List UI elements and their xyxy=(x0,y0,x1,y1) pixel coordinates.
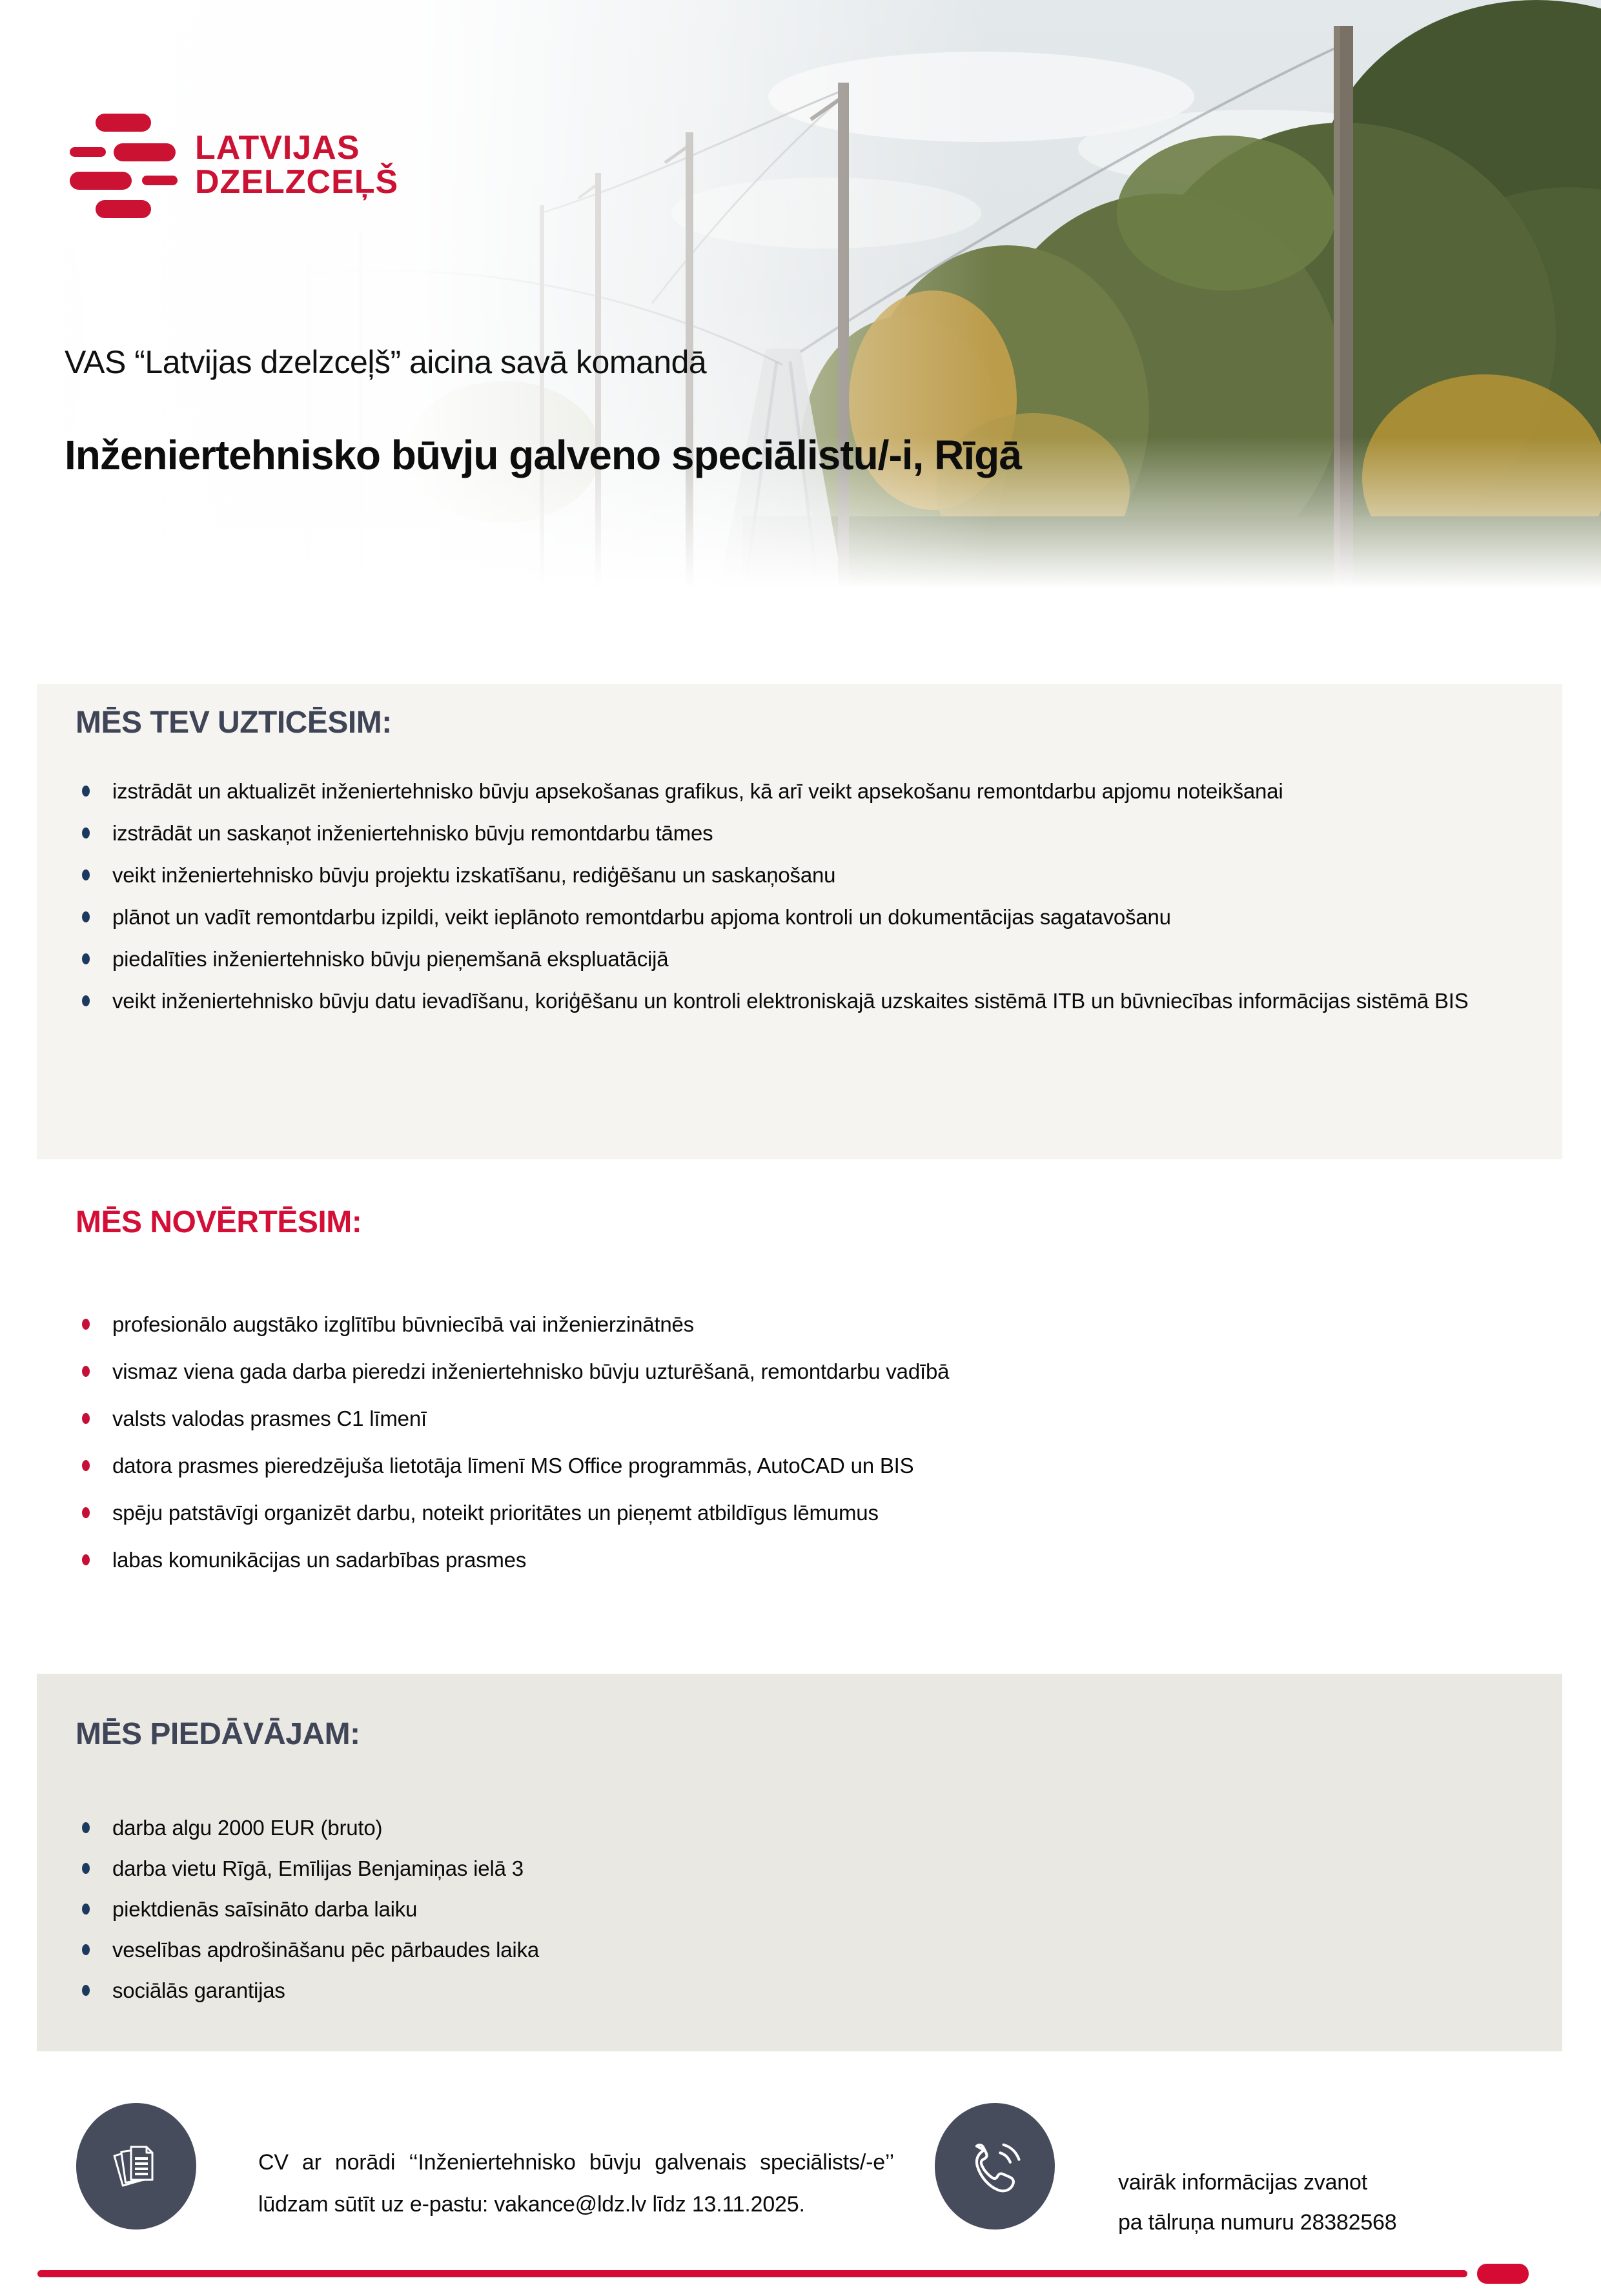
section-heading: MĒS PIEDĀVĀJAM: xyxy=(76,1717,360,1751)
section-piedavajam xyxy=(37,1674,1562,2051)
cv-instructions: CV ar norādi ‘‘Inženiertehnisko būvju galvenais speciālists/-e’’ lūdzam sūtīt uz e-pastu: vakance@ldz.lv līdz 13.11.2025. xyxy=(258,2150,894,2217)
phone-info-line1: vairāk informācijas zvanot xyxy=(1118,2170,1367,2195)
list-item: piektdienās saīsināto darba laiku xyxy=(76,1889,1493,1929)
logo-wordmark xyxy=(195,131,398,218)
list-item: plānot un vadīt remontdarbu izpildi, veikt ieplānoto remontdarbu apjoma kontroli un dokumentācijas sagatavošanu xyxy=(76,896,1493,938)
list-item: veikt inženiertehnisko būvju projektu izskatīšanu, rediģēšanu un saskaņošanu xyxy=(76,854,1493,896)
phone-info xyxy=(1118,2162,1396,2242)
bullet-list xyxy=(76,1301,1493,1583)
phone-icon xyxy=(961,2133,1028,2200)
list-item: veikt inženiertehnisko būvju datu ievadīšanu, koriģēšanu un kontroli elektroniskajā uzskaites sistēmā ITB un būvniecības informācijas sistēmā BIS xyxy=(76,980,1493,1022)
list-item: profesionālo augstāko izglītību būvniecībā vai inženierzinātnēs xyxy=(76,1301,1493,1348)
list-item: valsts valodas prasmes C1 līmenī xyxy=(76,1395,1493,1442)
list-item: darba vietu Rīgā, Emīlijas Benjamiņas ielā 3 xyxy=(76,1848,1493,1889)
list-item: vismaz viena gada darba pieredzi inženiertehnisko būvju uzturēšanā, remontdarbu vadībā xyxy=(76,1348,1493,1395)
list-item: sociālās garantijas xyxy=(76,1970,1493,2011)
phone-badge xyxy=(935,2103,1055,2230)
list-item: izstrādāt un aktualizēt inženiertehnisko būvju apsekošanas grafikus, kā arī veikt apsekošanu remontdarbu apjomu noteikšanai xyxy=(76,770,1493,812)
intro-line: VAS “Latvijas dzelzceļš” aicina savā komandā xyxy=(65,344,707,380)
hero-header xyxy=(0,0,1601,607)
phone-info-line2: pa tālruņa numuru 28382568 xyxy=(1118,2210,1397,2235)
list-item: izstrādāt un saskaņot inženiertehnisko būvju remontdarbu tāmes xyxy=(76,812,1493,854)
cv-documents-badge xyxy=(76,2103,196,2230)
logo-mark-icon xyxy=(70,114,178,218)
section-novertesim xyxy=(37,1161,1562,1583)
footer-accent-line xyxy=(37,2270,1467,2277)
documents-icon xyxy=(104,2133,168,2200)
list-item: spēju patstāvīgi organizēt darbu, noteikt prioritātes un pieņemt atbildīgus lēmumus xyxy=(76,1489,1493,1536)
list-item: darba algu 2000 EUR (bruto) xyxy=(76,1807,1493,1848)
page-title: Inženiertehnisko būvju galveno speciālistu/-i, Rīgā xyxy=(65,432,1021,478)
railway-photo xyxy=(0,0,1601,607)
section-uzticesim xyxy=(37,684,1562,1159)
list-item: veselības apdrošināšanu pēc pārbaudes laika xyxy=(76,1929,1493,1970)
latvijas-dzelzcels-logo xyxy=(70,114,398,218)
bullet-list xyxy=(76,770,1493,1022)
list-item: labas komunikācijas un sadarbības prasmes xyxy=(76,1536,1493,1583)
list-item: piedalīties inženiertehnisko būvju pieņemšanā ekspluatācijā xyxy=(76,938,1493,980)
list-item: datora prasmes pieredzējuša lietotāja līmenī MS Office programmās, AutoCAD un BIS xyxy=(76,1442,1493,1489)
logo-word-line1: LATVIJAS xyxy=(195,129,360,167)
section-heading: MĒS NOVĒRTĒSIM: xyxy=(76,1205,362,1239)
section-heading: MĒS TEV UZTICĒSIM: xyxy=(76,706,392,740)
footer-accent-pill xyxy=(1477,2264,1529,2284)
logo-word-line2: DZELZCEĻŠ xyxy=(195,163,399,201)
bullet-list xyxy=(76,1807,1493,2011)
